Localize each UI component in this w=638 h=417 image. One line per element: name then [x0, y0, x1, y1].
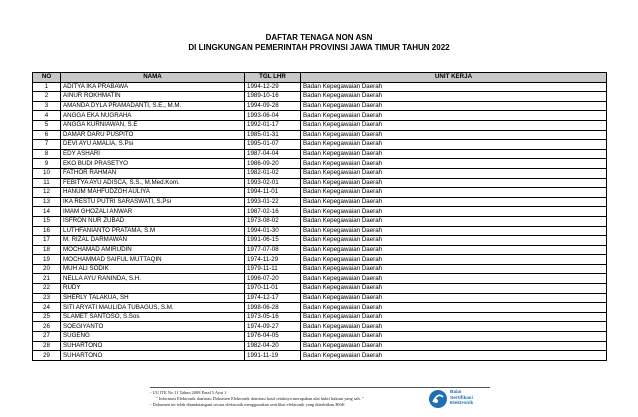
footer-line-1: - UU ITE No 11 Tahun 2008 Pasal 5 Ayat 1	[150, 390, 227, 395]
cell-nama: MOCHAMAD AMIRUDIN	[61, 245, 245, 255]
cell-no: 23	[33, 293, 61, 303]
cell-unit-kerja: Badan Kepegawaian Daerah	[301, 264, 607, 274]
table-row	[33, 130, 607, 140]
cell-tgl-lhr: 1998-06-28	[245, 303, 301, 313]
cell-nama: M. RIZAL DARMAWAN	[61, 236, 245, 246]
cell-no: 26	[33, 322, 61, 332]
cell-unit-kerja: Badan Kepegawaian Daerah	[301, 226, 607, 236]
cell-no: 9	[33, 159, 61, 169]
table-row	[33, 245, 607, 255]
cell-nama: SLAMET SANTOSO, S.Sos	[61, 312, 245, 322]
table-row	[33, 332, 607, 342]
cell-no: 2	[33, 92, 61, 102]
cell-nama: EDY ASHARI	[61, 149, 245, 159]
cell-unit-kerja: Badan Kepegawaian Daerah	[301, 149, 607, 159]
cell-tgl-lhr: 1973-08-02	[245, 216, 301, 226]
cell-unit-kerja: Badan Kepegawaian Daerah	[301, 120, 607, 130]
cell-unit-kerja: Badan Kepegawaian Daerah	[301, 341, 607, 351]
cell-no: 20	[33, 264, 61, 274]
cell-nama: ADITYA IKA PRABAWA	[61, 82, 245, 92]
cell-tgl-lhr: 1974-09-27	[245, 322, 301, 332]
table-row	[33, 216, 607, 226]
cell-no: 5	[33, 120, 61, 130]
table-row	[33, 226, 607, 236]
cell-nama: EKO BUDI PRASETYO	[61, 159, 245, 169]
cell-tgl-lhr: 1974-11-29	[245, 255, 301, 265]
cell-unit-kerja: Badan Kepegawaian Daerah	[301, 140, 607, 150]
bsre-logo-icon	[428, 389, 448, 409]
cell-unit-kerja: Badan Kepegawaian Daerah	[301, 216, 607, 226]
cell-unit-kerja: Badan Kepegawaian Daerah	[301, 207, 607, 217]
cell-unit-kerja: Badan Kepegawaian Daerah	[301, 303, 607, 313]
cell-tgl-lhr: 1982-04-20	[245, 341, 301, 351]
table-row	[33, 341, 607, 351]
bsre-line-3: Elektronik	[450, 401, 474, 407]
cell-no: 21	[33, 274, 61, 284]
cell-no: 7	[33, 140, 61, 150]
table-row	[33, 168, 607, 178]
cell-unit-kerja: Badan Kepegawaian Daerah	[301, 322, 607, 332]
cell-nama: AMANDA DYLA PRAMADANTI, S.E., M.M.	[61, 101, 245, 111]
cell-nama: LUTHFANIANTO PRATAMA, S.M	[61, 226, 245, 236]
cell-tgl-lhr: 1994-09-28	[245, 101, 301, 111]
table-row	[33, 284, 607, 294]
cell-unit-kerja: Badan Kepegawaian Daerah	[301, 197, 607, 207]
cell-tgl-lhr: 1970-11-01	[245, 284, 301, 294]
cell-nama: NELLA AYU RANINDA, S.H.	[61, 274, 245, 284]
cell-tgl-lhr: 1979-11-11	[245, 264, 301, 274]
table-row	[33, 351, 607, 361]
cell-tgl-lhr: 1993-02-01	[245, 178, 301, 188]
cell-no: 12	[33, 188, 61, 198]
cell-no: 3	[33, 101, 61, 111]
footer-line-3: - Dokumen ini telah ditandatangani secara elektronik menggunakan sertifikat elektronik yang diterbitkan BSrE	[150, 402, 345, 407]
cell-no: 8	[33, 149, 61, 159]
cell-nama: SUHARTONO	[61, 351, 245, 361]
table-row	[33, 207, 607, 217]
cell-tgl-lhr: 1982-01-02	[245, 168, 301, 178]
cell-tgl-lhr: 1986-09-20	[245, 159, 301, 169]
table-row	[33, 178, 607, 188]
cell-no: 18	[33, 245, 61, 255]
cell-tgl-lhr: 1992-01-17	[245, 120, 301, 130]
table-row	[33, 149, 607, 159]
table-row	[33, 188, 607, 198]
cell-no: 25	[33, 312, 61, 322]
cell-nama: RUDY	[61, 284, 245, 294]
bsre-line-1: Balai	[450, 390, 462, 395]
table-row	[33, 303, 607, 313]
table-row	[33, 82, 607, 92]
cell-nama: DEVI AYU AMALIA, S.Psi	[61, 140, 245, 150]
title-line-2: DI LINGKUNGAN PEMERINTAH PROVINSI JAWA TIMUR TAHUN 2022	[188, 43, 450, 52]
cell-unit-kerja: Badan Kepegawaian Daerah	[301, 159, 607, 169]
header-tgl-lhr: TGL LHR	[245, 73, 301, 83]
table-body	[33, 82, 607, 360]
cell-tgl-lhr: 1994-12-29	[245, 82, 301, 92]
cell-unit-kerja: Badan Kepegawaian Daerah	[301, 82, 607, 92]
cell-no: 4	[33, 111, 61, 121]
cell-no: 14	[33, 207, 61, 217]
cell-unit-kerja: Badan Kepegawaian Daerah	[301, 293, 607, 303]
cell-tgl-lhr: 1991-11-19	[245, 351, 301, 361]
cell-tgl-lhr: 1976-04-05	[245, 332, 301, 342]
table-row	[33, 159, 607, 169]
table-row	[33, 312, 607, 322]
cell-nama: IMAM GHOZALI ANWAR	[61, 207, 245, 217]
table-row	[33, 255, 607, 265]
cell-no: 27	[33, 332, 61, 342]
cell-no: 1	[33, 82, 61, 92]
cell-nama: SHERLY TALAKUA, SH	[61, 293, 245, 303]
cell-unit-kerja: Badan Kepegawaian Daerah	[301, 312, 607, 322]
cell-no: 28	[33, 341, 61, 351]
cell-nama: DAMAR DARU PUSPITO	[61, 130, 245, 140]
cell-unit-kerja: Badan Kepegawaian Daerah	[301, 255, 607, 265]
cell-unit-kerja: Badan Kepegawaian Daerah	[301, 274, 607, 284]
cell-no: 24	[33, 303, 61, 313]
cell-tgl-lhr: 1994-11-01	[245, 188, 301, 198]
cell-nama: FATHOR RAHMAN	[61, 168, 245, 178]
cell-no: 11	[33, 178, 61, 188]
cell-nama: AINUR ROKHMATIN	[61, 92, 245, 102]
table-row	[33, 274, 607, 284]
cell-nama: SUHARTONO	[61, 341, 245, 351]
cell-no: 22	[33, 284, 61, 294]
cell-unit-kerja: Badan Kepegawaian Daerah	[301, 178, 607, 188]
table-row	[33, 197, 607, 207]
cell-nama: HANUM MAHFUDZOH AULIYA	[61, 188, 245, 198]
cell-unit-kerja: Badan Kepegawaian Daerah	[301, 351, 607, 361]
cell-tgl-lhr: 1991-06-15	[245, 236, 301, 246]
cell-tgl-lhr: 1973-05-16	[245, 312, 301, 322]
title-line-1: DAFTAR TENAGA NON ASN	[265, 33, 373, 42]
cell-nama: ANGGA EKA NUGRAHA	[61, 111, 245, 121]
cell-no: 29	[33, 351, 61, 361]
table-row	[33, 111, 607, 121]
header-nama: NAMA	[61, 73, 245, 83]
cell-nama: IKA RESTU PUTRI SARASWATI, S.Psi	[61, 197, 245, 207]
table-row	[33, 293, 607, 303]
cell-nama: ANGGA KURNIAWAN, S.E	[61, 120, 245, 130]
cell-unit-kerja: Badan Kepegawaian Daerah	[301, 284, 607, 294]
cell-nama: SITI ARYATI MAULIDA TUBAGUS, S.M.	[61, 303, 245, 313]
cell-tgl-lhr: 1994-01-30	[245, 226, 301, 236]
table-row	[33, 322, 607, 332]
table-row	[33, 140, 607, 150]
header-unit-kerja: UNIT KERJA	[301, 73, 607, 83]
cell-nama: MOCHAMMAD SAIFUL MUTTAQIN	[61, 255, 245, 265]
employee-table	[32, 72, 607, 361]
table-header-row	[33, 73, 607, 83]
footer-line-2: " Informasi Elektronik dan/atau Dokumen Elektronik dan/atau hasil cetaknya merupakan alat bukti hukum yang sah. "	[156, 396, 364, 401]
cell-tgl-lhr: 1993-06-04	[245, 111, 301, 121]
cell-nama: FEBITYA AYU ADISCA, S.S., M.Med.Kom.	[61, 178, 245, 188]
cell-nama: SUGENG	[61, 332, 245, 342]
cell-nama: SOEGIYANTO	[61, 322, 245, 332]
cell-nama: ISFRON NUR ZUBAD	[61, 216, 245, 226]
bsre-logo	[428, 389, 488, 411]
bsre-line-2: Sertifikasi	[450, 395, 473, 401]
cell-tgl-lhr: 1989-10-16	[245, 92, 301, 102]
table-row	[33, 92, 607, 102]
cell-tgl-lhr: 1993-01-22	[245, 197, 301, 207]
cell-no: 6	[33, 130, 61, 140]
cell-tgl-lhr: 1985-01-31	[245, 130, 301, 140]
table-row	[33, 236, 607, 246]
cell-tgl-lhr: 1974-12-17	[245, 293, 301, 303]
cell-unit-kerja: Badan Kepegawaian Daerah	[301, 236, 607, 246]
cell-no: 16	[33, 226, 61, 236]
cell-unit-kerja: Badan Kepegawaian Daerah	[301, 332, 607, 342]
cell-unit-kerja: Badan Kepegawaian Daerah	[301, 188, 607, 198]
cell-unit-kerja: Badan Kepegawaian Daerah	[301, 130, 607, 140]
cell-no: 19	[33, 255, 61, 265]
cell-no: 13	[33, 197, 61, 207]
cell-nama: MUH ALI SODIK	[61, 264, 245, 274]
cell-tgl-lhr: 1977-07-08	[245, 245, 301, 255]
cell-unit-kerja: Badan Kepegawaian Daerah	[301, 245, 607, 255]
cell-no: 15	[33, 216, 61, 226]
cell-no: 10	[33, 168, 61, 178]
cell-unit-kerja: Badan Kepegawaian Daerah	[301, 168, 607, 178]
cell-no: 17	[33, 236, 61, 246]
table-row	[33, 264, 607, 274]
cell-tgl-lhr: 1987-02-16	[245, 207, 301, 217]
table-row	[33, 120, 607, 130]
cell-unit-kerja: Badan Kepegawaian Daerah	[301, 101, 607, 111]
cell-unit-kerja: Badan Kepegawaian Daerah	[301, 111, 607, 121]
cell-tgl-lhr: 1987-04-04	[245, 149, 301, 159]
header-no: NO	[33, 73, 61, 83]
cell-unit-kerja: Badan Kepegawaian Daerah	[301, 92, 607, 102]
cell-tgl-lhr: 1995-01-07	[245, 140, 301, 150]
cell-tgl-lhr: 1996-07-20	[245, 274, 301, 284]
table-row	[33, 101, 607, 111]
